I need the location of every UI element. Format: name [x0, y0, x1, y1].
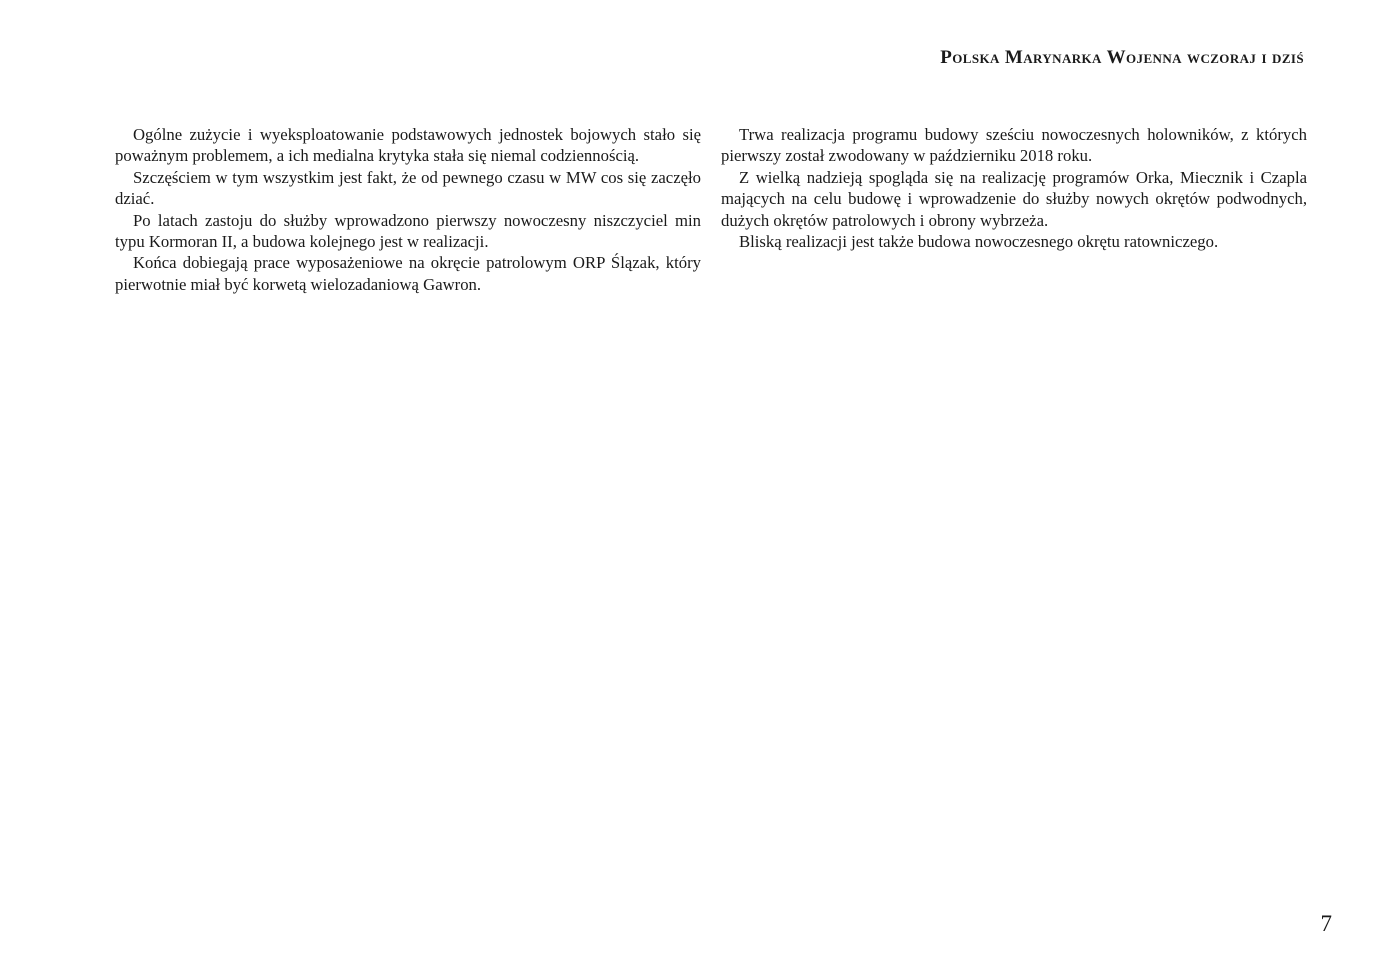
- paragraph: Trwa realizacja programu budowy sześciu nowoczesnych holowników, z których pierwszy został zwodowany w październiku 2018 roku.: [721, 125, 1307, 166]
- paragraph: Szczęściem w tym wszystkim jest fakt, że od pewnego czasu w MW cos się zaczęło dziać.: [115, 167, 701, 209]
- page-number: 7: [1320, 911, 1332, 936]
- running-header: Polska Marynarka Wojenna wczoraj i dziś: [940, 47, 1304, 68]
- paragraph: Bliską realizacji jest także budowa nowoczesnego okrętu ratowniczego.: [739, 232, 1219, 252]
- right-text-column: [721, 124, 1307, 252]
- left-text-column: [115, 124, 701, 295]
- paragraph: Z wielką nadzieją spogląda się na realizację programów Orka, Miecznik i Czapla mających na celu budowę i wprowadzenie do służby nowych okrętów podwodnych, dużych okrętów patrolowych i obrony wybrzeża.: [721, 167, 1307, 230]
- paragraph: Po latach zastoju do służby wprowadzono pierwszy nowoczesny niszczyciel min typu Kormoran II, a budowa kolejnego jest w realizacji.: [115, 210, 701, 252]
- paragraph: Końca dobiegają prace wyposażeniowe na okręcie patrolowym ORP Ślązak, który pierwotnie miał być korwetą wielozadaniową Gawron.: [115, 253, 701, 294]
- paragraph: Ogólne zużycie i wyeksploatowanie podstawowych jednostek bojowych stało się poważnym problemem, a ich medialna krytyka stała się niemal codziennością.: [115, 125, 701, 166]
